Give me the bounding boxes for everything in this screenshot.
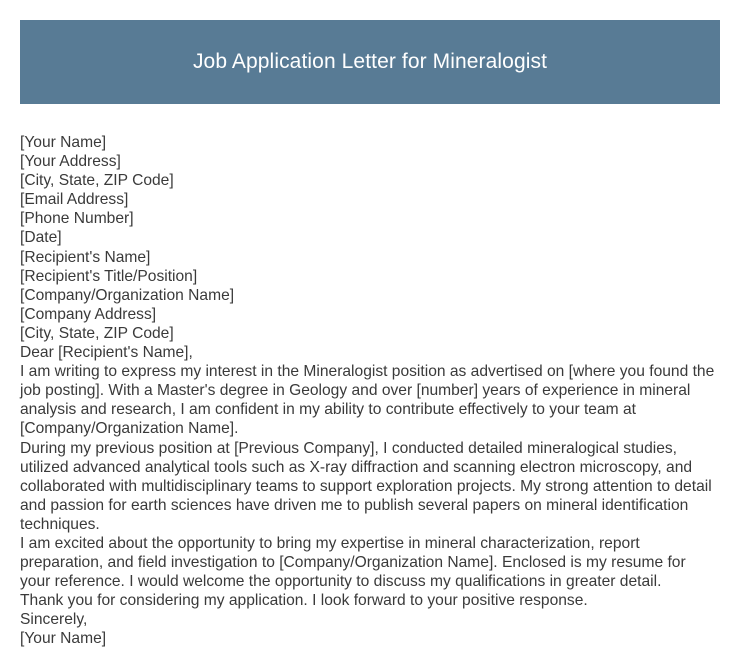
- signature: [Your Name]: [20, 630, 107, 648]
- recipient-name: [Recipient's Name]: [20, 248, 151, 266]
- salutation: Dear [Recipient's Name],: [20, 344, 193, 362]
- sender-email: [Email Address]: [20, 191, 129, 209]
- paragraph-thanks: Thank you for considering my application. I look forward to your positive response.: [20, 592, 588, 610]
- sender-address: [Your Address]: [20, 153, 121, 171]
- sender-city-state-zip: [City, State, ZIP Code]: [20, 172, 174, 190]
- letter-header: [20, 20, 720, 104]
- paragraph-introduction: I am writing to express my interest in the Mineralogist position as advertised on [where you found the job posting]. With a Master's degree in Geology and over [number] years of experience in mineral analysis and research, I am confident in my ability to contribute effectively to your team at [Company/Organization Name].: [20, 363, 715, 438]
- paragraph-interest: I am excited about the opportunity to bring my expertise in mineral characterization, report preparation, and field investigation to [Company/Organization Name]. Enclosed is my resume for your reference. I would welcome the opportunity to discuss my qualifications in greater detail.: [20, 534, 686, 591]
- recipient-address: [Company Address]: [20, 305, 157, 323]
- sender-name: [Your Name]: [20, 134, 107, 151]
- closing: Sincerely,: [20, 611, 88, 629]
- recipient-title: [Recipient's Title/Position]: [20, 267, 198, 285]
- page-title: Job Application Letter for Mineralogist: [192, 50, 548, 73]
- sender-phone: [Phone Number]: [20, 210, 134, 228]
- letter-body: [20, 133, 720, 649]
- recipient-company: [Company/Organization Name]: [20, 286, 235, 304]
- recipient-city-state-zip: [City, State, ZIP Code]: [20, 324, 174, 342]
- paragraph-experience: During my previous position at [Previous Company], I conducted detailed mineralogical studies, utilized advanced analytical tools such as X-ray diffraction and scanning electron microscopy, and collaborated with multidisciplinary teams to support exploration projects. My strong attention to detail and passion for earth sciences have driven me to publish several papers on mineral identification techniques.: [20, 439, 712, 533]
- letter-date: [Date]: [20, 229, 62, 247]
